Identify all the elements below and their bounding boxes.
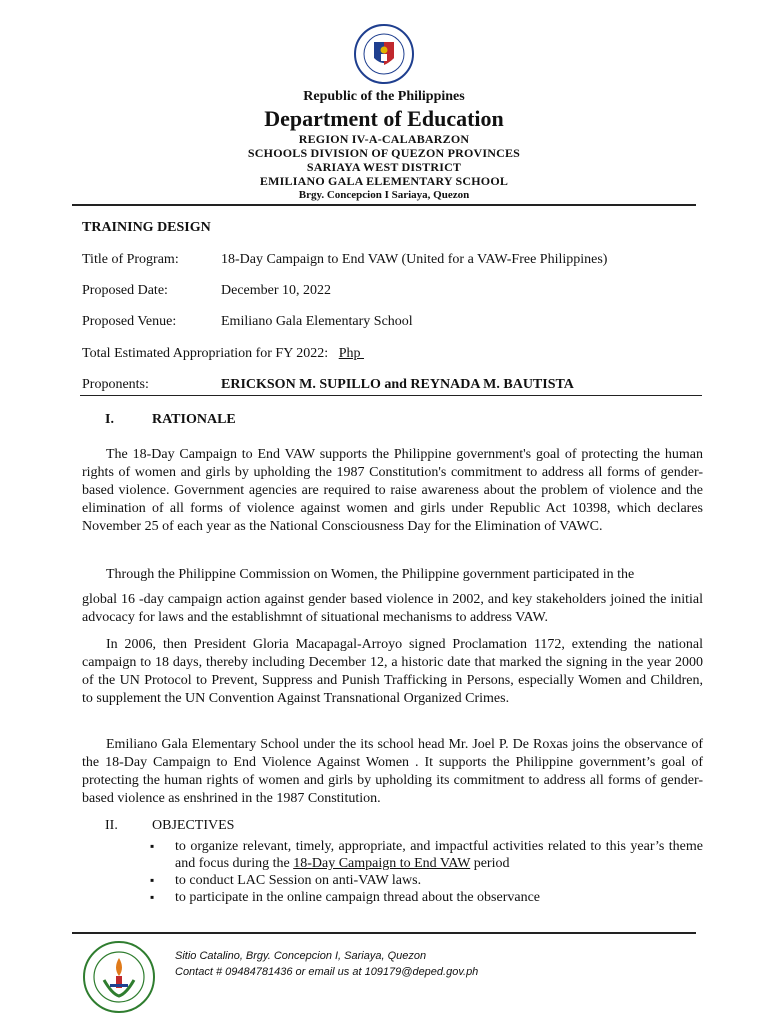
- appropriation-value: Php: [338, 346, 361, 361]
- rationale-paragraph-3: In 2006, then President Gloria Macapagal-Arroyo signed Proclamation 1172, extending the national campaign to 18 days, thereby including December 12, a historic date that marked the signing in the year 2000 of the UN Protocol to Prevent, Suppress and Punish Trafficking in Persons, especially Women and Children, to supplement the UN Convention Against Transnational Organized Crimes.: [82, 637, 703, 706]
- header-divider: [72, 204, 696, 206]
- footer-contact: Contact # 09484781436 or email us at 109179@deped.gov.ph: [175, 966, 479, 978]
- bullet-icon: ▪: [150, 890, 155, 904]
- venue-label: Proposed Venue:: [82, 314, 177, 329]
- region-line: REGION IV-A-CALABARZON: [298, 132, 470, 146]
- school-seal-icon: [82, 940, 156, 1014]
- republic-line: Republic of the Philippines: [303, 89, 465, 104]
- title-value: 18-Day Campaign to End VAW (United for a VAW-Free Philippines): [221, 252, 608, 267]
- objective-item-1: [175, 838, 703, 872]
- fields-divider: [80, 395, 702, 396]
- rationale-paragraph-4: Emiliano Gala Elementary School under the its school head Mr. Joel P. De Roxas joins the observance of the 18-Day Campaign to End Violence Against Women . It supports the Philippine government’s goal of protecting the human rights of women and girls by upholding its commitment to address all forms of gender-based violence as enshrined in the 1987 Constitution.: [82, 737, 703, 806]
- division-line: SCHOOLS DIVISION OF QUEZON PROVINCES: [247, 146, 521, 160]
- address-line: Brgy. Concepcion I Sariaya, Quezon: [298, 189, 470, 201]
- proponents-label: Proponents:: [82, 377, 149, 392]
- training-design-heading: TRAINING DESIGN: [82, 220, 211, 235]
- objective-1-text-end: period: [470, 856, 510, 871]
- rationale-paragraph-2b: global 16 -day campaign action against gender based violence in 2002, and key stakeholders joined the initial advocacy for laws and the establishmnt of situational mechanisms to address VAW.: [82, 592, 703, 625]
- footer-divider: [72, 932, 696, 934]
- objective-1-text: to organize relevant, timely, appropriate, and impactful activities related to this year’s theme and focus during the: [175, 839, 703, 871]
- title-label: Title of Program:: [82, 252, 179, 267]
- objectives-title: OBJECTIVES: [152, 818, 235, 833]
- department-title: [0, 106, 768, 132]
- objectives-number: II.: [105, 818, 118, 833]
- date-value: December 10, 2022: [221, 283, 332, 298]
- district-line: SARIAYA WEST DISTRICT: [306, 160, 462, 174]
- rationale-title: RATIONALE: [152, 412, 236, 427]
- venue-value: Emiliano Gala Elementary School: [221, 314, 413, 329]
- footer-address: Sitio Catalino, Brgy. Concepcion I, Sariaya, Quezon: [175, 950, 427, 962]
- school-line: EMILIANO GALA ELEMENTARY SCHOOL: [259, 174, 509, 188]
- department-suffix: of Education: [377, 106, 504, 131]
- rationale-paragraph-1: The 18-Day Campaign to End VAW supports the Philippine government's goal of protecting the human rights of women and girls by upholding the 1987 Constitution's commitment to address all forms of gender-based violence. Government agencies are required to raise awareness about the problem of violence and the elimination of all forms of violence against women and girls under Republic Act 10398, which declares November 25 of each year as the National Consciousness Day for the Elimination of VAWC.: [82, 447, 703, 534]
- bullet-icon: ▪: [150, 839, 155, 853]
- proponents-value: ERICKSON M. SUPILLO and REYNADA M. BAUTISTA: [221, 377, 574, 392]
- bullet-icon: ▪: [150, 873, 155, 887]
- appropriation-label: Total Estimated Appropriation for FY 2022:: [82, 346, 329, 361]
- appropriation-row: [82, 346, 364, 362]
- date-label: Proposed Date:: [82, 283, 168, 298]
- department-prefix: Department: [264, 106, 378, 131]
- deped-seal-icon: [334, 24, 434, 84]
- rationale-paragraph-2a: Through the Philippine Commission on Women, the Philippine government participated in the: [106, 567, 635, 582]
- objective-item-2: to conduct LAC Session on anti-VAW laws.: [175, 873, 422, 888]
- objective-1-link-text: 18-Day Campaign to End VAW: [293, 856, 471, 871]
- rationale-number: I.: [105, 412, 114, 427]
- objective-item-3: to participate in the online campaign thread about the observance: [175, 890, 541, 905]
